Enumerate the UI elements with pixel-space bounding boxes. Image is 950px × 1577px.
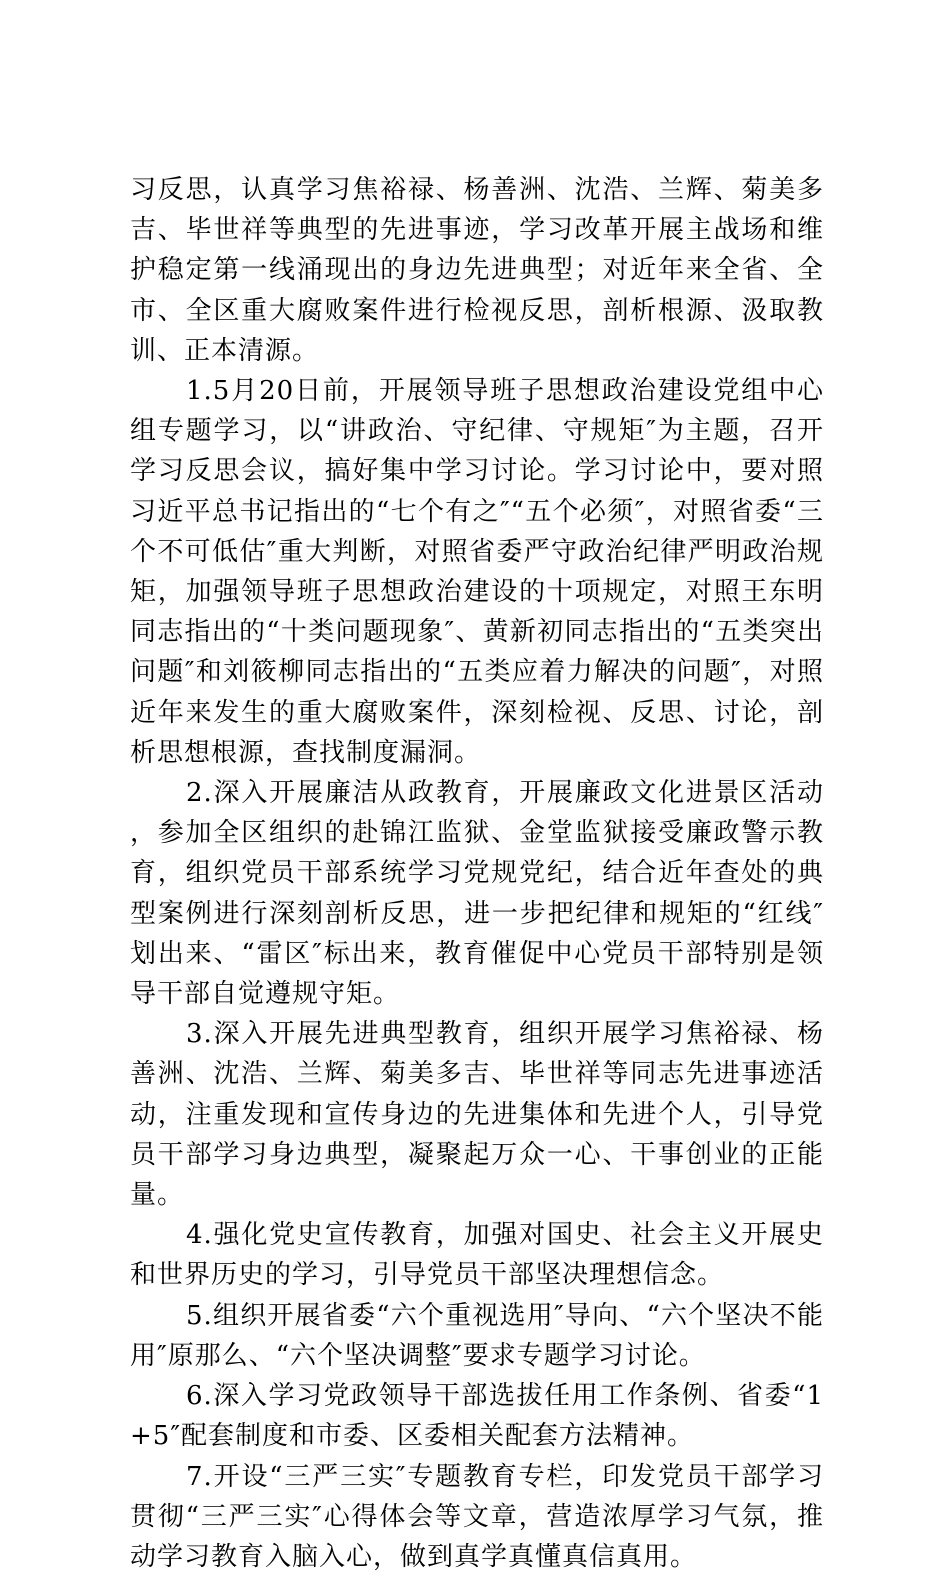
paragraph-item-1: 1.5月20日前，开展领导班子思想政治建设党组中心组专题学习，以“讲政治、守纪律、守规矩″为主题，召开学习反思会议，搞好集中学习讨论。学习讨论中，要对照习近平总书记指出的“七个有之″“五个必须″，对照省委“三个不可低估″重大判断，对照省委严守政治纪律严明政治规矩，加强领导班子思想政治建设的十项规定，对照王东明同志指出的“十类问题现象″、黄新初同志指出的“五类突出问题″和刘筱柳同志指出的“五类应着力解决的问题″，对照近年来发生的重大腐败案件，深刻检视、反思、讨论，剖析思想根源，查找制度漏洞。 [130,371,824,773]
document-body [130,170,824,1577]
paragraph-item-5: 5.组织开展省委“六个重视选用″导向、“六个坚决不能用″原那么、“六个坚决调整″要求专题学习讨论。 [130,1296,824,1376]
paragraph-item-7: 7.开设“三严三实″专题教育专栏，印发党员干部学习贯彻“三严三实″心得体会等文章，营造浓厚学习气氛，推动学习教育入脑入心，做到真学真懂真信真用。 [130,1457,824,1577]
paragraph-continuation: 习反思，认真学习焦裕禄、杨善洲、沈浩、兰辉、菊美多吉、毕世祥等典型的先进事迹，学习改革开展主战场和维护稳定第一线涌现出的身边先进典型；对近年来全省、全市、全区重大腐败案件进行检视反思，剖析根源、汲取教训、正本清源。 [130,170,824,371]
paragraph-item-3: 3.深入开展先进典型教育，组织开展学习焦裕禄、杨善洲、沈浩、兰辉、菊美多吉、毕世祥等同志先进事迹活动，注重发现和宣传身边的先进集体和先进个人，引导党员干部学习身边典型，凝聚起万众一心、干事创业的正能量。 [130,1014,824,1215]
paragraph-item-2: 2.深入开展廉洁从政教育，开展廉政文化进景区活动，参加全区组织的赴锦江监狱、金堂监狱接受廉政警示教育，组织党员干部系统学习党规党纪，结合近年查处的典型案例进行深刻剖析反思，进一步把纪律和规矩的“红线″划出来、“雷区″标出来，教育催促中心党员干部特别是领导干部自觉遵规守矩。 [130,773,824,1014]
paragraph-item-6: 6.深入学习党政领导干部选拔任用工作条例、省委“1+5″配套制度和市委、区委相关配套方法精神。 [130,1376,824,1456]
paragraph-item-4: 4.强化党史宣传教育，加强对国史、社会主义开展史和世界历史的学习，引导党员干部坚决理想信念。 [130,1215,824,1295]
